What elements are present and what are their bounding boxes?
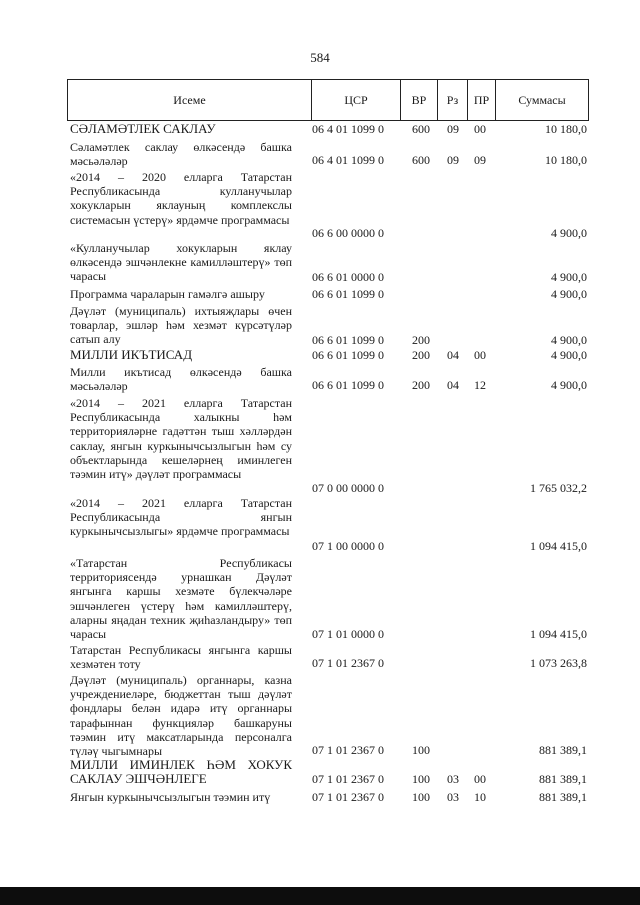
row-name: МИЛЛИ ИМИНЛЕК ҺӘМ ХОКУК САКЛАУ ЭШЧӘНЛЕГЕ: [70, 757, 292, 787]
row-sum: 10 180,0: [545, 153, 587, 167]
row-csr: 07 1 01 2367 0: [312, 656, 384, 670]
row-vr: 600: [412, 122, 430, 136]
row-csr: 06 6 01 0000 0: [312, 270, 384, 284]
row-rz: 04: [447, 348, 459, 362]
row-name: Программа чараларын гамәлгә ашыру: [70, 287, 265, 301]
scan-bottom-edge: [0, 887, 640, 905]
table-row: [0, 140, 640, 168]
table-row: [0, 496, 640, 553]
row-csr: 06 4 01 1099 0: [312, 153, 384, 167]
row-rz: 09: [447, 153, 459, 167]
row-sum: 1 094 415,0: [530, 627, 587, 641]
row-csr: 07 1 00 0000 0: [312, 539, 384, 553]
row-csr: 06 6 01 1099 0: [312, 333, 384, 347]
row-vr: 200: [412, 333, 430, 347]
row-vr: 100: [412, 772, 430, 786]
row-name: «Татарстан Республикасы территориясендә урнашкан Дәүләт янгынга каршы хезмәте бүлекчәләре эшчәнлеген үстерү һәм камилләштерү, аларны яңадан техник җиһазландыру» төп чарасы: [70, 556, 292, 642]
row-vr: 200: [412, 348, 430, 362]
row-pr: 00: [474, 348, 486, 362]
table-row: [0, 348, 640, 362]
table-row: [0, 304, 640, 347]
table-row: [0, 365, 640, 393]
row-sum: 4 900,0: [551, 287, 587, 301]
row-name: СӘЛАМӘТЛЕК САКЛАУ: [70, 121, 216, 136]
row-pr: 10: [474, 790, 486, 804]
row-csr: 07 1 01 2367 0: [312, 743, 384, 757]
row-sum: 881 389,1: [539, 790, 587, 804]
column-header-pr: ПР: [467, 80, 495, 120]
table-row: [0, 790, 640, 804]
row-csr: 06 6 01 1099 0: [312, 378, 384, 392]
column-header-name: Исеме: [173, 92, 206, 107]
row-pr: 12: [474, 378, 486, 392]
row-name: Сәламәтлек саклау өлкәсендә башка мәсьәләләр: [70, 140, 292, 169]
row-name: Янгын куркынычсызлыгын тәэмин итү: [70, 790, 271, 804]
row-rz: 03: [447, 790, 459, 804]
row-pr: 00: [474, 122, 486, 136]
table-row: [0, 758, 640, 786]
row-sum: 4 900,0: [551, 378, 587, 392]
table-row: [0, 556, 640, 641]
row-sum: 4 900,0: [551, 348, 587, 362]
row-sum: 4 900,0: [551, 226, 587, 240]
row-sum: 4 900,0: [551, 270, 587, 284]
row-name: Дәүләт (муниципаль) ихтыяҗлары өчен товарлар, эшләр һәм хезмәт күрсәтүләр сатып алу: [70, 304, 292, 347]
row-vr: 100: [412, 790, 430, 804]
row-name: «2014 – 2020 елларга Татарстан Республикасында кулланучылар хокукларын яклауның комплекслы системасын үстерү» ярдәмче программасы: [70, 170, 292, 227]
table-row: [0, 170, 640, 241]
row-sum: 881 389,1: [539, 772, 587, 786]
table-header: [67, 79, 589, 121]
table-row: [0, 673, 640, 758]
row-name: Татарстан Республикасы янгынга каршы хезмәтен тоту: [70, 643, 292, 672]
row-vr: 200: [412, 378, 430, 392]
row-csr: 06 4 01 1099 0: [312, 122, 384, 136]
row-name: «Кулланучылар хокукларын яклау өлкәсендә эшчәнлекне камилләштерү» төп чарасы: [70, 241, 292, 284]
row-name: Милли икътисад өлкәсендә башка мәсьәләләр: [70, 365, 292, 394]
table-row: [0, 241, 640, 284]
row-csr: 06 6 01 1099 0: [312, 287, 384, 301]
row-rz: 03: [447, 772, 459, 786]
table-row: [0, 122, 640, 136]
column-header-csr: ЦСР: [311, 80, 400, 120]
row-vr: 100: [412, 743, 430, 757]
row-pr: 00: [474, 772, 486, 786]
row-pr: 09: [474, 153, 486, 167]
table-row: [0, 287, 640, 301]
row-sum: 4 900,0: [551, 333, 587, 347]
row-csr: 07 1 01 0000 0: [312, 627, 384, 641]
row-sum: 10 180,0: [545, 122, 587, 136]
column-header-vr: ВР: [400, 80, 437, 120]
page-number: 584: [310, 50, 330, 65]
row-csr: 07 0 00 0000 0: [312, 481, 384, 495]
column-header-rz: Рз: [437, 80, 467, 120]
row-sum: 1 765 032,2: [530, 481, 587, 495]
column-header-sum: Суммасы: [495, 80, 588, 120]
row-rz: 09: [447, 122, 459, 136]
row-csr: 07 1 01 2367 0: [312, 790, 384, 804]
row-name: «2014 – 2021 елларга Татарстан Республикасында халыкны һәм территорияләрне гадәттән тыш хәлләрдән саклау, янгын куркынычсызлыгын һәм су объектларында кешеләрнең иминлеген тәэмин итү» дәүләт программасы: [70, 396, 292, 482]
row-csr: 06 6 00 0000 0: [312, 226, 384, 240]
row-csr: 07 1 01 2367 0: [312, 772, 384, 786]
row-csr: 06 6 01 1099 0: [312, 348, 384, 362]
row-sum: 1 073 263,8: [530, 656, 587, 670]
row-sum: 881 389,1: [539, 743, 587, 757]
row-name: МИЛЛИ ИКЪТИСАД: [70, 347, 193, 362]
table-row: [0, 643, 640, 671]
row-name: «2014 – 2021 елларга Татарстан Республикасында янгын куркынычсызлыгы» ярдәмче программасы: [70, 496, 292, 539]
row-vr: 600: [412, 153, 430, 167]
row-sum: 1 094 415,0: [530, 539, 587, 553]
row-name: Дәүләт (муниципаль) органнары, казна учреждениеләре, бюджеттан тыш дәүләт фондлары белән идарә итү органнары тарафыннан функцияләр башкаруны тәэмин итү максатларында персоналга түләү чыгымнары: [70, 673, 292, 759]
table-row: [0, 396, 640, 496]
row-rz: 04: [447, 378, 459, 392]
